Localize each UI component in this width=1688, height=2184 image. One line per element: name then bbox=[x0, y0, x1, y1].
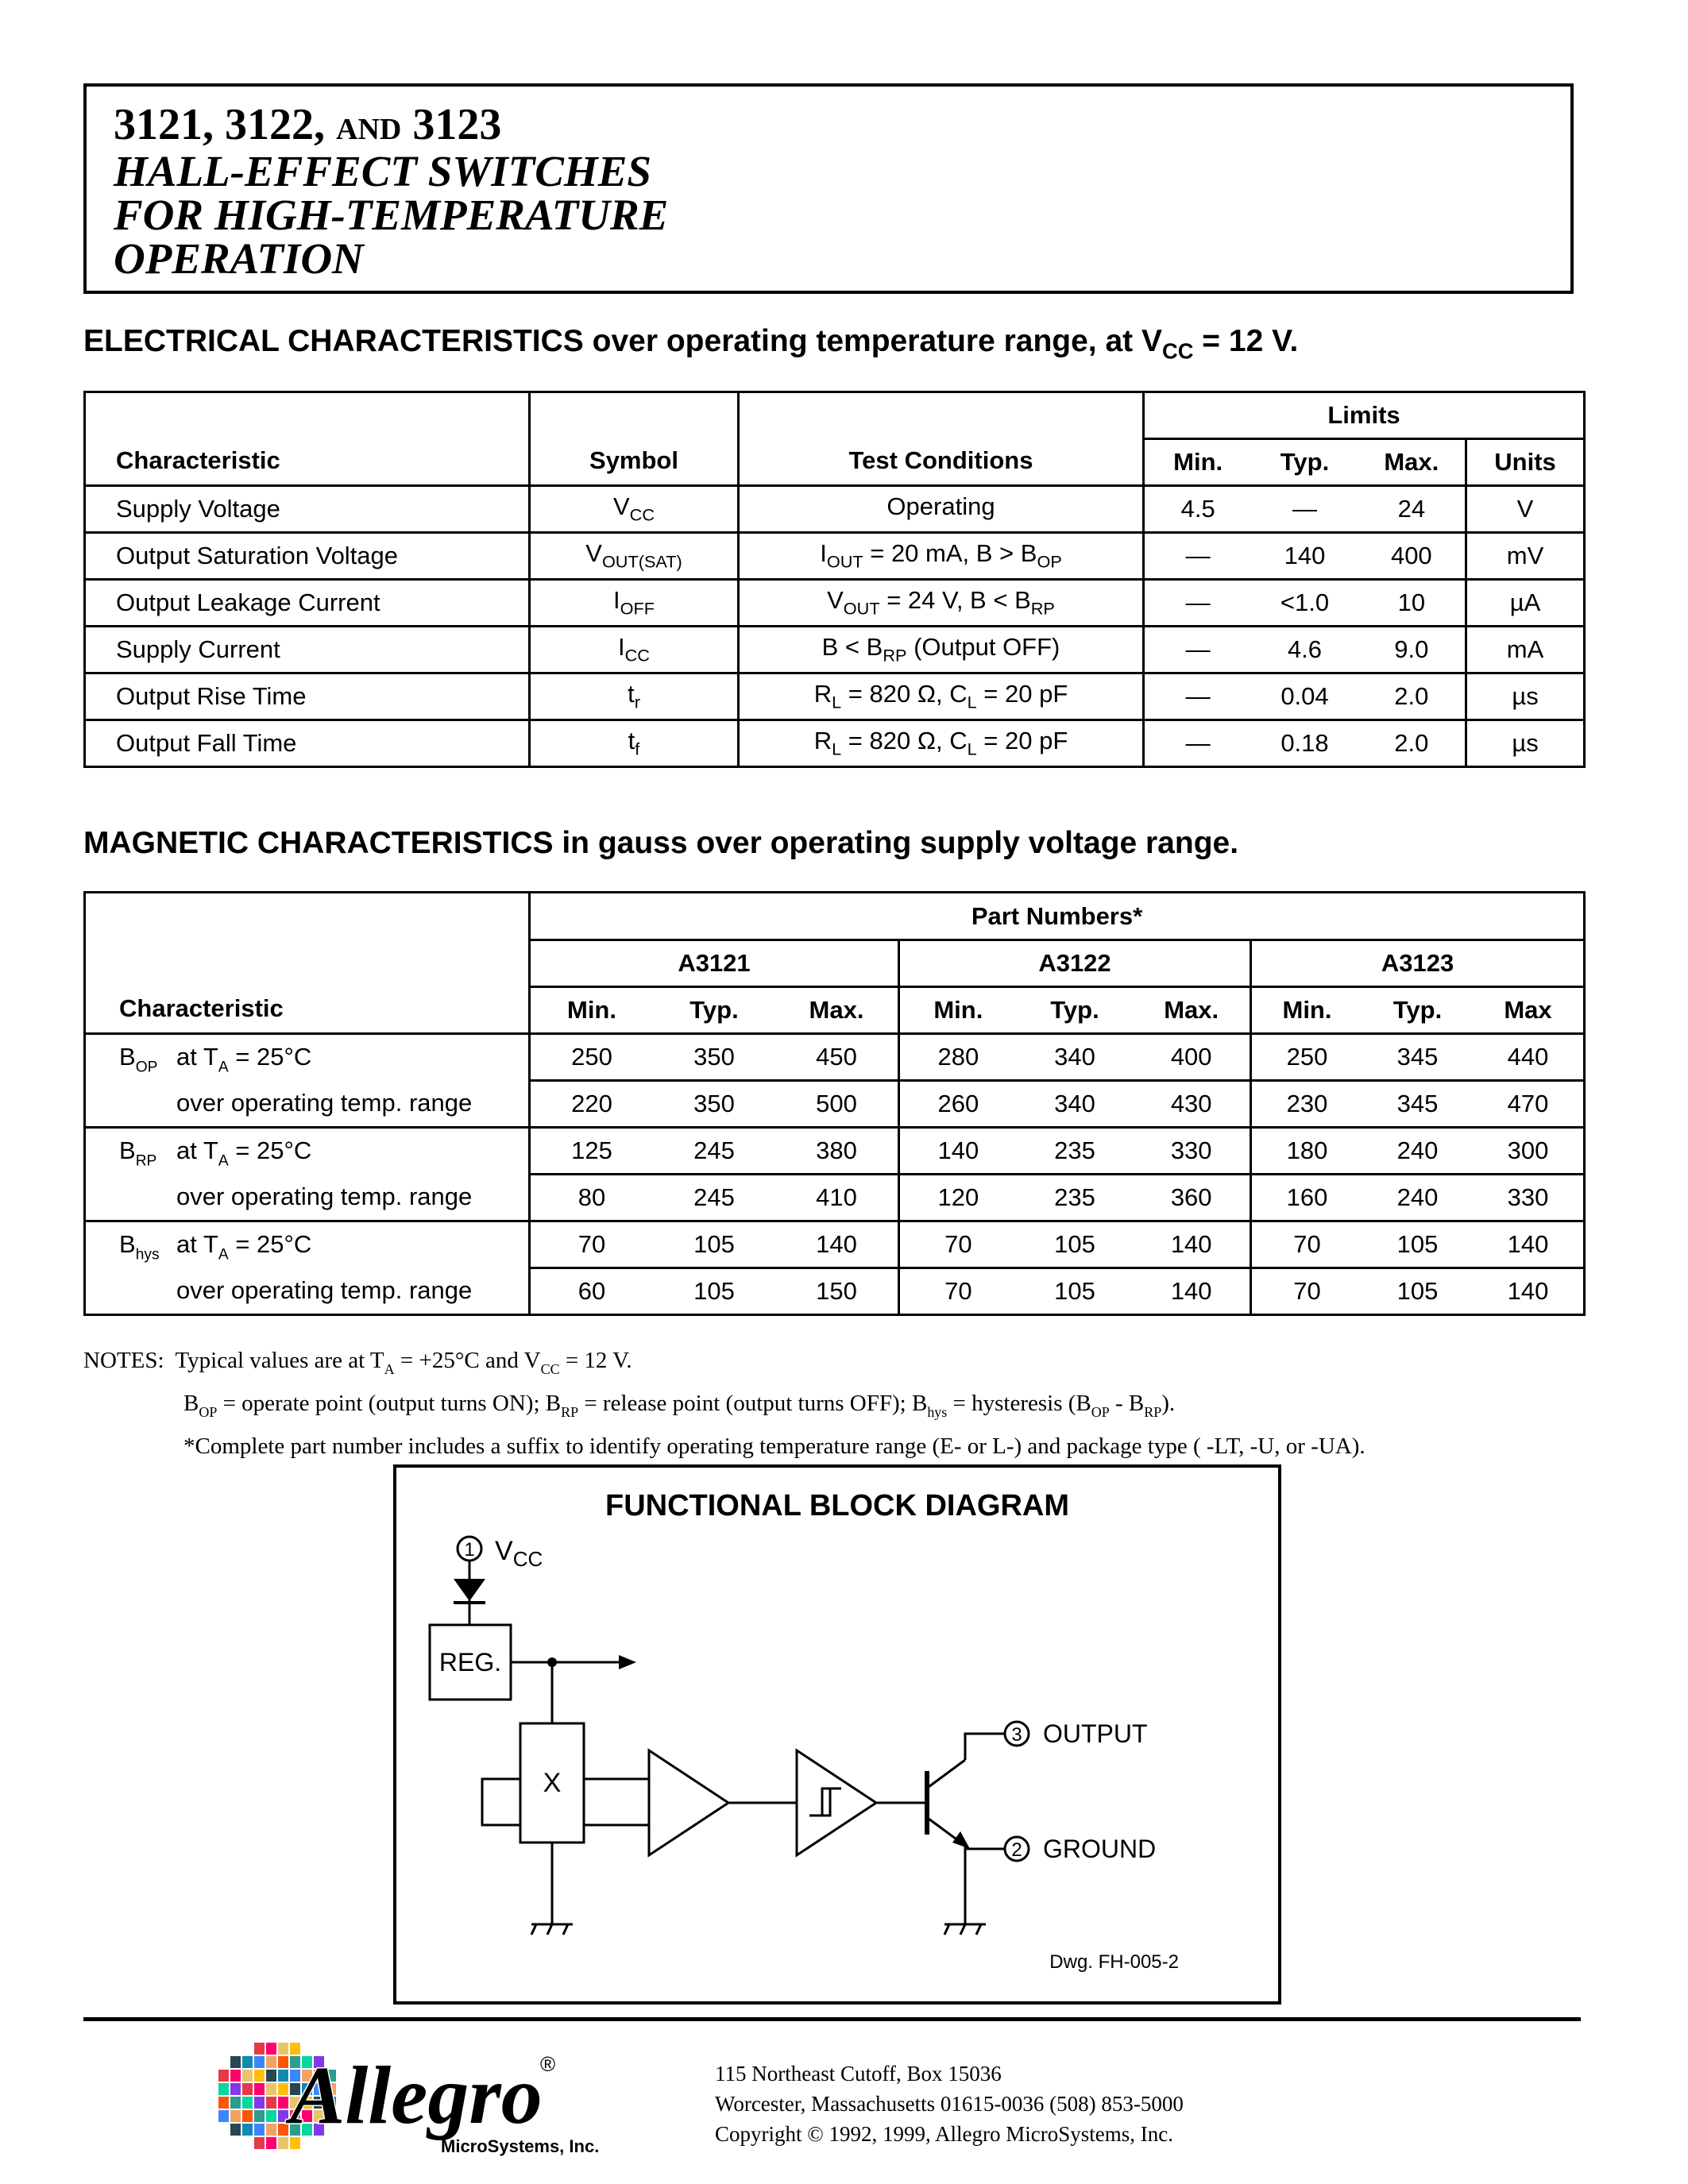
elec-limits bbox=[1144, 533, 1466, 580]
elec-symbol: $V_{CC}$ bbox=[530, 486, 739, 533]
mag-values-a3122: 70 105 140 bbox=[899, 1268, 1251, 1315]
logo-square bbox=[242, 2110, 253, 2122]
elec-units: mV bbox=[1466, 533, 1585, 580]
logo-square bbox=[242, 2124, 253, 2136]
functional-block-diagram bbox=[393, 1464, 1281, 2005]
mag-values-a3123: 180 240 300 bbox=[1251, 1128, 1585, 1175]
mag-values-a3121: 70 105 140 bbox=[530, 1221, 899, 1268]
pin2-label: 2 bbox=[1011, 1839, 1022, 1861]
part-numbers-header: Part Numbers* bbox=[530, 893, 1585, 940]
elec-test-condition: $R_L = 820$ Ω, $C_L = 20$ pF bbox=[739, 673, 1144, 720]
mag-values-a3122: 120 235 360 bbox=[899, 1175, 1251, 1221]
logo-square bbox=[230, 2124, 241, 2136]
arrow-icon bbox=[619, 1655, 636, 1669]
elec-limits bbox=[1144, 627, 1466, 673]
logo-square bbox=[278, 2043, 288, 2055]
logo-square bbox=[278, 2137, 288, 2149]
logo-square bbox=[254, 2124, 265, 2136]
elec-characteristic: Output Fall Time bbox=[85, 720, 530, 767]
title-box bbox=[83, 83, 1574, 294]
elec-characteristic: Output Saturation Voltage bbox=[85, 533, 530, 580]
logo-square bbox=[218, 2083, 229, 2095]
logo-square bbox=[254, 2097, 265, 2109]
logo-square bbox=[230, 2070, 241, 2082]
logo-square bbox=[278, 2097, 288, 2109]
table-row bbox=[85, 580, 1585, 627]
mag-values-a3122: 70 105 140 bbox=[899, 1221, 1251, 1268]
elec-max: 2.0 bbox=[1394, 729, 1429, 757]
ground-label: GROUND bbox=[1043, 1835, 1157, 1863]
elec-symbol: $V_{OUT(SAT)}$ bbox=[530, 533, 739, 580]
part-a3123: A3123 bbox=[1251, 940, 1585, 987]
elec-units: V bbox=[1466, 486, 1585, 533]
mag-values-a3122: 280 340 400 bbox=[899, 1034, 1251, 1081]
elec-limits bbox=[1144, 486, 1466, 533]
elec-symbol: $t_f$ bbox=[530, 720, 739, 767]
mag-values-a3122: 260 340 430 bbox=[899, 1081, 1251, 1128]
output-label: OUTPUT bbox=[1043, 1719, 1148, 1748]
diode-icon bbox=[454, 1579, 485, 1601]
elec-test-condition: $V_{OUT} = 24$ V, $B < B_{RP}$ bbox=[739, 580, 1144, 627]
table-row bbox=[85, 486, 1585, 533]
table-row bbox=[85, 673, 1585, 720]
logo-square bbox=[218, 2110, 229, 2122]
mag-values-a3121: 80 245 410 bbox=[530, 1175, 899, 1221]
allegro-logo bbox=[211, 2032, 655, 2174]
schmitt-trigger-icon bbox=[797, 1750, 876, 1855]
logo-graphic bbox=[211, 2032, 655, 2174]
mag-values-a3123: 70 105 140 bbox=[1251, 1221, 1585, 1268]
copyright: Copyright © 1992, 1999, Allegro MicroSystems, Inc. bbox=[715, 2122, 1173, 2146]
diagram-title: FUNCTIONAL BLOCK DIAGRAM bbox=[605, 1489, 1070, 1522]
diagram-svg bbox=[396, 1468, 1278, 2001]
mag-values-a3122: 140 235 330 bbox=[899, 1128, 1251, 1175]
logo-square bbox=[230, 2056, 241, 2068]
table-row bbox=[85, 1268, 1585, 1315]
elec-limits bbox=[1144, 720, 1466, 767]
logo-square bbox=[266, 2043, 276, 2055]
elec-typ: <1.0 bbox=[1280, 588, 1330, 616]
logo-square bbox=[266, 2056, 276, 2068]
logo-square bbox=[278, 2056, 288, 2068]
logo-square bbox=[266, 2070, 276, 2082]
logo-square bbox=[242, 2070, 253, 2082]
address-line-1: 115 Northeast Cutoff, Box 15036 bbox=[715, 2062, 1002, 2086]
elec-test-condition: $R_L = 820$ Ω, $C_L = 20$ pF bbox=[739, 720, 1144, 767]
table-row bbox=[85, 533, 1585, 580]
logo-registered: ® bbox=[540, 2052, 556, 2076]
part-numbers-title: 3121, 3122, AND 3123 bbox=[114, 100, 502, 149]
elec-min: 4.5 bbox=[1180, 495, 1215, 523]
a3123-subheads: Min. Typ. Max bbox=[1251, 987, 1585, 1034]
elec-units: µs bbox=[1466, 673, 1585, 720]
mag-values-a3121: 250 350 450 bbox=[530, 1034, 899, 1081]
part-a3121: A3121 bbox=[530, 940, 899, 987]
logo-square bbox=[266, 2110, 276, 2122]
logo-square bbox=[254, 2043, 265, 2055]
elec-max: 10 bbox=[1397, 588, 1426, 616]
logo-subtitle: MicroSystems, Inc. bbox=[441, 2136, 600, 2156]
logo-square bbox=[218, 2070, 229, 2082]
logo-square bbox=[254, 2137, 265, 2149]
elec-typ: 0.04 bbox=[1280, 682, 1329, 710]
a3122-subheads: Min. Typ. Max. bbox=[899, 987, 1251, 1034]
title-line-3: OPERATION bbox=[114, 234, 364, 283]
elec-typ: 4.6 bbox=[1287, 635, 1323, 663]
notes-label: NOTES: bbox=[83, 1348, 164, 1373]
reg-label: REG. bbox=[438, 1648, 502, 1677]
title-line-1: HALL-EFFECT SWITCHES bbox=[114, 147, 651, 195]
mag-values-a3123: 70 105 140 bbox=[1251, 1268, 1585, 1315]
magnetic-table bbox=[83, 891, 1586, 1316]
mag-values-a3121: 125 245 380 bbox=[530, 1128, 899, 1175]
electrical-table bbox=[83, 391, 1586, 768]
logo-square bbox=[266, 2097, 276, 2109]
logo-text: Allegro bbox=[290, 2050, 543, 2141]
table-row bbox=[85, 1221, 1585, 1268]
elec-typ: 140 bbox=[1284, 542, 1326, 569]
mag-characteristic: $B_{OP}$ at $T_A = 25^\circ C$ bbox=[85, 1034, 530, 1081]
mag-values-a3123: 250 345 440 bbox=[1251, 1034, 1585, 1081]
table-row bbox=[85, 720, 1585, 767]
electrical-heading: ELECTRICAL CHARACTERISTICS over operating temperature range, at $V_{CC} = 12$ V. bbox=[83, 324, 1299, 364]
elec-typ: 0.18 bbox=[1280, 729, 1329, 757]
logo-square bbox=[254, 2056, 265, 2068]
logo-square bbox=[266, 2137, 276, 2149]
elec-typ: — bbox=[1292, 495, 1317, 523]
title-line-2: FOR HIGH-TEMPERATURE bbox=[114, 191, 669, 239]
logo-square bbox=[230, 2097, 241, 2109]
elec-min: — bbox=[1185, 729, 1211, 757]
logo-square bbox=[278, 2110, 288, 2122]
logo-square bbox=[278, 2083, 288, 2095]
table-row bbox=[85, 1175, 1585, 1221]
elec-symbol: $t_r$ bbox=[530, 673, 739, 720]
elec-max: 2.0 bbox=[1394, 682, 1429, 710]
logo-square bbox=[254, 2083, 265, 2095]
notes: NOTES: Typical values are at $T_A = +25^\circ C$ and $V_{CC} = 12$ V. $B_{OP}$ = operate point (output turns ON); $B_{RP}$ = release point (output turns OFF); $B_{hys}$ = hysteresis $(B_{OP} - B_{RP})$. *Complete part number includes a suffix to identify operating temperature range (E- or L-) and package type ( -LT, -U, or -UA). bbox=[83, 1348, 1365, 1460]
magnetic-heading: MAGNETIC CHARACTERISTICS in gauss over operating supply voltage range. bbox=[83, 826, 1239, 860]
table-row bbox=[85, 627, 1585, 673]
logo-square bbox=[242, 2083, 253, 2095]
col-limits: Limits bbox=[1144, 392, 1585, 439]
elec-test-condition: $B < B_{RP}$ (Output OFF) bbox=[739, 627, 1144, 673]
elec-characteristic: Supply Current bbox=[85, 627, 530, 673]
table-row bbox=[85, 1128, 1585, 1175]
mag-characteristic: over operating temp. range bbox=[85, 1175, 530, 1221]
mag-values-a3123: 160 240 330 bbox=[1251, 1175, 1585, 1221]
elec-limits bbox=[1144, 580, 1466, 627]
logo-square bbox=[278, 2070, 288, 2082]
elec-test-condition: $I_{OUT} = 20$ mA, $B > B_{OP}$ bbox=[739, 533, 1144, 580]
col-symbol: Symbol bbox=[530, 392, 739, 486]
vcc-label: $V_{CC}$ bbox=[495, 1536, 543, 1571]
elec-max: 9.0 bbox=[1394, 635, 1429, 663]
elec-min: — bbox=[1185, 542, 1211, 569]
logo-square bbox=[266, 2124, 276, 2136]
elec-characteristic: Output Rise Time bbox=[85, 673, 530, 720]
logo-square bbox=[218, 2097, 229, 2109]
elec-test-condition: Operating bbox=[739, 486, 1144, 533]
logo-square bbox=[242, 2056, 253, 2068]
mag-characteristic: over operating temp. range bbox=[85, 1081, 530, 1128]
table-row bbox=[85, 1081, 1585, 1128]
elec-units: µs bbox=[1466, 720, 1585, 767]
mag-characteristic: over operating temp. range bbox=[85, 1268, 530, 1315]
logo-square bbox=[254, 2110, 265, 2122]
elec-units: µA bbox=[1466, 580, 1585, 627]
footer-rule bbox=[83, 2017, 1581, 2021]
drawing-number: Dwg. FH-005-2 bbox=[1049, 1951, 1179, 1973]
pin1-label: 1 bbox=[464, 1539, 475, 1561]
a3121-subheads: Min. Typ. Max. bbox=[530, 987, 899, 1034]
pin3-label: 3 bbox=[1011, 1724, 1022, 1746]
mag-values-a3121: 60 105 150 bbox=[530, 1268, 899, 1315]
mag-values-a3121: 220 350 500 bbox=[530, 1081, 899, 1128]
mag-col-characteristic: Characteristic bbox=[85, 893, 530, 1034]
elec-symbol: $I_{CC}$ bbox=[530, 627, 739, 673]
logo-square bbox=[266, 2083, 276, 2095]
elec-max: 400 bbox=[1390, 542, 1432, 569]
table-row bbox=[85, 1034, 1585, 1081]
logo-square bbox=[254, 2070, 265, 2082]
elec-characteristic: Output Leakage Current bbox=[85, 580, 530, 627]
mag-characteristic: $B_{hys}$ at $T_A = 25^\circ C$ bbox=[85, 1221, 530, 1268]
x-label: X bbox=[543, 1768, 562, 1798]
logo-square bbox=[230, 2110, 241, 2122]
col-units: Units bbox=[1466, 439, 1585, 486]
limits-subheads: Min. Typ. Max. bbox=[1144, 439, 1466, 486]
logo-square bbox=[242, 2097, 253, 2109]
logo-square bbox=[230, 2083, 241, 2095]
elec-max: 24 bbox=[1397, 495, 1426, 523]
logo-square bbox=[278, 2124, 288, 2136]
elec-min: — bbox=[1185, 635, 1211, 663]
mag-characteristic: $B_{RP}$ at $T_A = 25^\circ C$ bbox=[85, 1128, 530, 1175]
elec-symbol: $I_{OFF}$ bbox=[530, 580, 739, 627]
elec-min: — bbox=[1185, 588, 1211, 616]
amplifier-icon bbox=[649, 1750, 728, 1855]
elec-characteristic: Supply Voltage bbox=[85, 486, 530, 533]
footer-address bbox=[715, 2059, 1184, 2149]
elec-limits bbox=[1144, 673, 1466, 720]
part-a3122: A3122 bbox=[899, 940, 1251, 987]
address-line-2: Worcester, Massachusetts 01615-0036 (508) 853-5000 bbox=[715, 2092, 1184, 2116]
elec-min: — bbox=[1185, 682, 1211, 710]
mag-values-a3123: 230 345 470 bbox=[1251, 1081, 1585, 1128]
col-characteristic: Characteristic bbox=[85, 392, 530, 486]
elec-units: mA bbox=[1466, 627, 1585, 673]
col-test-conditions: Test Conditions bbox=[739, 392, 1144, 486]
